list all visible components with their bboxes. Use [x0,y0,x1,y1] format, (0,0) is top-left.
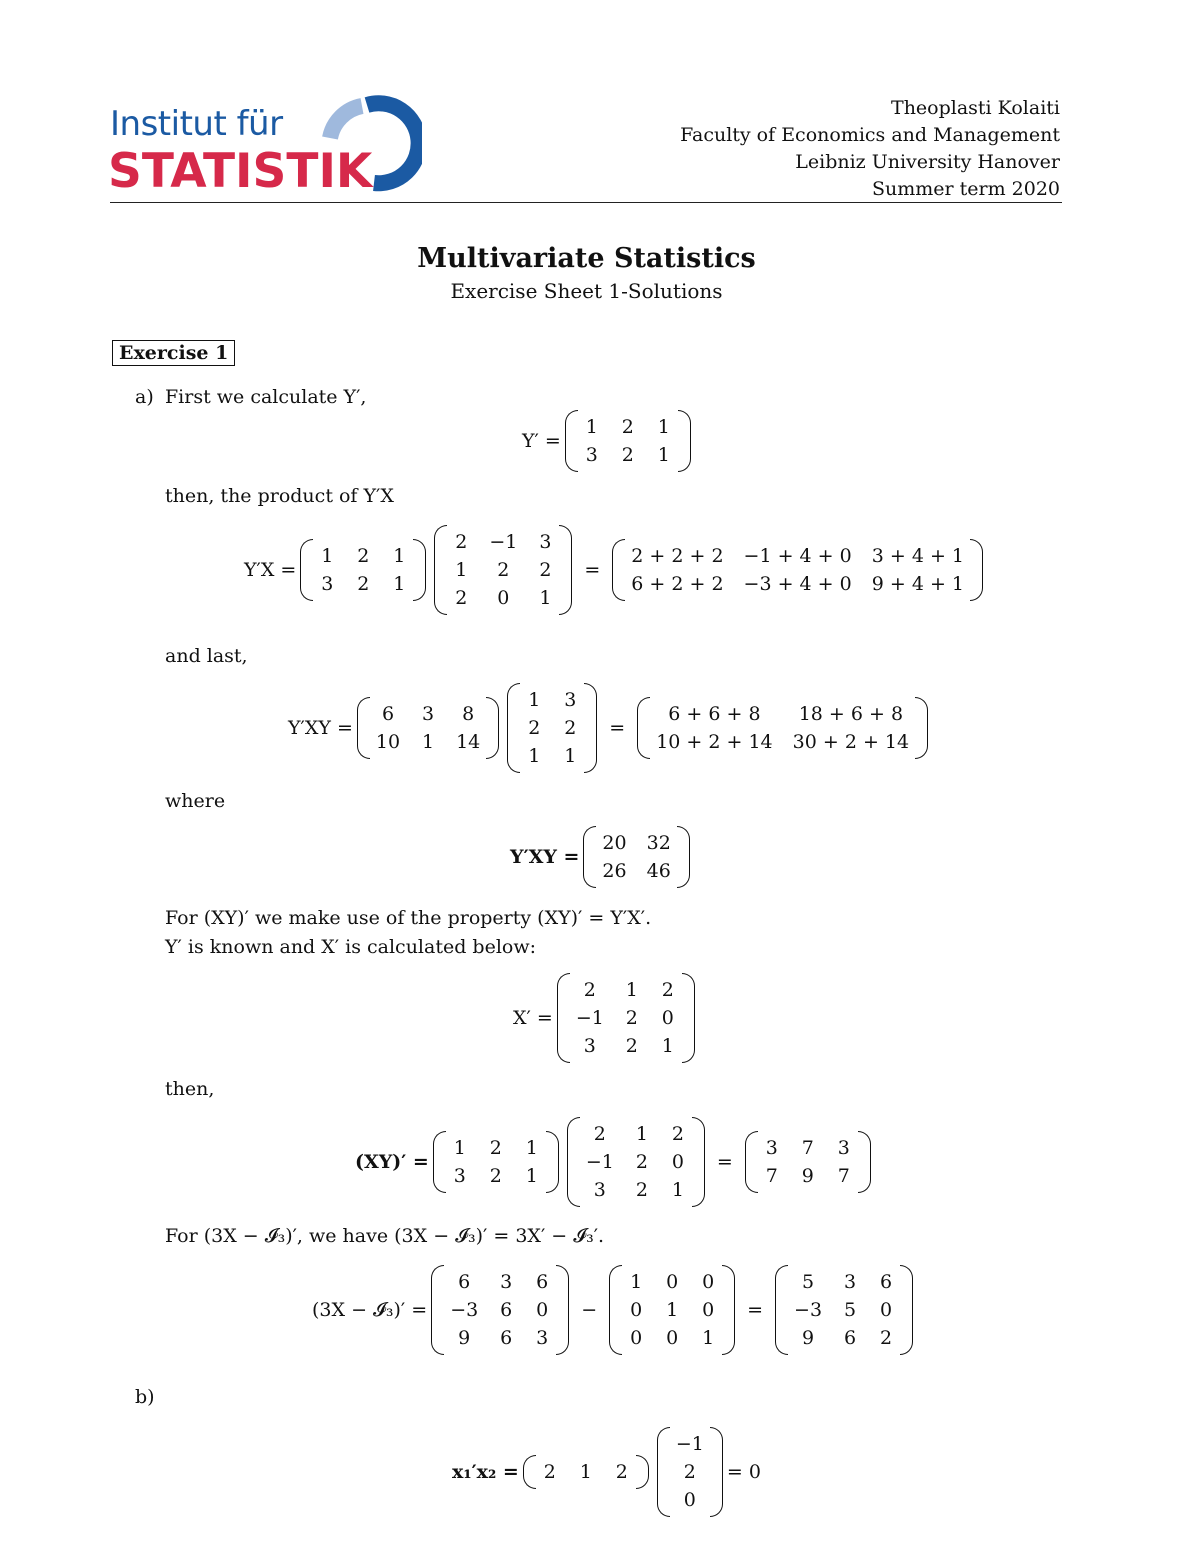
where-text: where [165,790,226,812]
eq-xyprime-lhs: (XY)′ = [355,1150,429,1173]
matrix-entry: 2 [564,716,577,739]
matrix-grid [580,1117,692,1207]
right-paren [556,1265,569,1355]
matrix-xprime-2 [567,1117,705,1207]
matrix-entry: 0 [661,1006,674,1029]
matrix-entry: 2 [635,1178,648,1201]
eq-yxy-lhs: Y′XY = [288,716,353,739]
matrix-entry: 6 [880,1270,893,1293]
matrix-entry: 0 [497,586,510,609]
right-paren [900,1265,913,1355]
matrix-entry: 6 [458,1270,471,1293]
matrix-grid [520,683,584,773]
matrix-entry: 1 [528,688,541,711]
matrix-entry: −1 + 4 + 0 [743,544,852,567]
for-3x-text: For (3X − 𝓘₃)′, we have (3X − 𝓘₃)′ = 3X′ − 𝓘₃′. [165,1225,605,1247]
matrix-identity [609,1265,735,1355]
matrix-entry: 2 [661,978,674,1001]
matrix-entry: 2 [593,1122,606,1145]
right-paren [486,697,499,759]
eq-yx [244,522,987,617]
author-name: Theoplasti Kolaiti [891,97,1060,119]
matrix-entry: 2 [543,1460,556,1483]
matrix-entry: 30 + 2 + 14 [792,730,910,753]
matrix-entry: 2 [528,716,541,739]
matrix-entry: 2 [357,544,370,567]
eq-x1x2-rhs: = 0 [726,1460,761,1483]
matrix-entry: 1 [635,1122,648,1145]
eq-yxy [288,680,932,775]
matrix-entry: 0 [702,1270,715,1293]
matrix-entry: 26 [602,860,627,882]
matrix-grid [578,410,678,472]
matrix-entry: 3 [321,572,334,595]
equals-sign: = [747,1298,764,1321]
left-paren [745,1131,758,1193]
matrix-entry: 46 [646,860,671,882]
document-title: Multivariate Statistics [417,243,756,274]
matrix-entry: 0 [536,1298,549,1321]
eq-threex-lhs: (3X − 𝓘₃)′ = [312,1298,428,1321]
eq-xprime-lhs: X′ = [513,1006,553,1029]
matrix-entry: −3 [450,1298,479,1321]
matrix-entry: 3 [585,444,598,466]
left-paren [523,1455,536,1489]
equals-sign: = [609,716,626,739]
matrix-entry: 1 [525,1136,538,1159]
matrix-entry: 32 [646,832,671,854]
matrix-entry: 10 + 2 + 14 [656,730,773,753]
matrix-entry: 3 [539,530,552,553]
right-paren [584,683,597,773]
matrix-entry: 9 + 4 + 1 [871,572,964,595]
right-paren [682,973,695,1063]
matrix-yprime [565,410,691,472]
matrix-grid [670,1427,710,1517]
eq-yxy-result [510,824,694,890]
matrix-entry: 2 [621,416,634,438]
matrix-entry: −1 [585,1150,614,1173]
matrix-entry: 3 [422,702,435,725]
matrix-grid [446,1131,546,1193]
part-a-intro: First we calculate Y′, [165,386,367,408]
matrix-entry: 3 [844,1270,857,1293]
matrix-entry: 2 [455,530,468,553]
matrix-entry: 9 [458,1326,471,1349]
right-paren [858,1131,871,1193]
right-paren [636,1455,649,1489]
left-paren [637,697,650,759]
left-paren [609,1265,622,1355]
matrix-entry: 0 [683,1488,696,1511]
matrix-grid [622,1265,722,1355]
matrix-entry: 3 [564,688,577,711]
matrix-yprime-3 [433,1131,559,1193]
matrix-entry: 2 [489,1136,502,1159]
matrix-entry: 1 [422,730,435,753]
eq-x1x2 [452,1424,761,1519]
matrix-entry: 1 [455,558,468,581]
matrix-entry: 6 [844,1326,857,1349]
matrix-entry: 9 [802,1326,815,1349]
matrix-grid [650,697,915,759]
matrix-entry: 7 [801,1136,814,1159]
matrix-entry: 1 [585,416,598,438]
then-text: then, [165,1078,215,1100]
eq-yprime-lhs: Y′ = [522,430,561,452]
left-paren [775,1265,788,1355]
right-paren [559,525,572,615]
eq-yxy-result-lhs: Y′XY = [510,846,580,868]
left-paren [431,1265,444,1355]
right-paren [677,826,690,888]
matrix-entry: 5 [844,1298,857,1321]
matrix-grid [370,697,486,759]
left-paren [507,683,520,773]
university-name: Leibniz University Hanover [795,151,1060,173]
matrix-entry: 1 [661,1034,674,1057]
matrix-entry: 0 [880,1298,893,1321]
matrix-entry: 1 [657,416,670,438]
matrix-xyprime-result [745,1131,871,1193]
matrix-entry: 9 [801,1164,814,1187]
matrix-entry: 1 [657,444,670,466]
matrix-entry: 6 [381,702,395,725]
matrix-entry: −1 [675,1432,704,1455]
equals-sign: = [716,1150,733,1173]
matrix-entry: 6 + 6 + 8 [668,702,761,725]
right-paren [546,1131,559,1193]
matrix-entry: 1 [630,1270,643,1293]
eq-x1x2-lhs: x₁′x₂ = [452,1460,519,1483]
left-paren [557,973,570,1063]
matrix-entry: 1 [579,1460,592,1483]
matrix-entry: 3 [837,1136,850,1159]
matrix-grid [313,539,413,601]
eq-xyprime [355,1114,875,1209]
left-paren [433,1131,446,1193]
matrix-entry: 6 + 2 + 2 [631,572,724,595]
matrix-entry: 2 [539,558,552,581]
matrix-entry: 3 [765,1136,778,1159]
matrix-grid [596,826,676,888]
matrix-yxy-result [583,826,689,888]
matrix-entry: 3 [453,1164,466,1187]
matrix-grid [788,1265,900,1355]
matrix-entry: 1 [564,744,577,767]
then-product-text: then, the product of Y′X [165,485,394,507]
header-info [680,95,1060,203]
eq-xprime [513,970,699,1065]
y-known-text: Y′ is known and X′ is calculated below: [165,936,537,958]
matrix-x [434,525,572,615]
matrix-threexprime [431,1265,569,1355]
matrix-entry: 1 [453,1136,466,1159]
matrix-entry: 2 [880,1326,893,1349]
matrix-yxy-sum [637,697,928,759]
matrix-entry: 0 [702,1298,715,1321]
matrix-grid [536,1455,636,1489]
matrix-entry: 6 [536,1270,549,1293]
matrix-entry: 1 [539,586,552,609]
matrix-entry: 5 [802,1270,815,1293]
matrix-grid [758,1131,858,1193]
left-paren [657,1427,670,1517]
for-xy-text: For (XY)′ we make use of the property (XY)′ = Y′X′. [165,907,652,929]
right-paren [710,1427,723,1517]
matrix-entry: 14 [456,730,481,753]
matrix-yx-sum [612,539,983,601]
matrix-entry: 3 [536,1326,549,1349]
matrix-y [507,683,597,773]
matrix-entry: −3 [794,1298,823,1321]
right-paren [722,1265,735,1355]
matrix-entry: 0 [666,1270,679,1293]
matrix-entry: 0 [671,1150,684,1173]
logo-text-statistik: STATISTIK [108,144,373,199]
matrix-entry: 2 [625,1006,638,1029]
matrix-entry: 0 [630,1298,643,1321]
equals-sign: = [584,558,601,581]
matrix-grid [570,973,682,1063]
matrix-yx [357,697,499,759]
matrix-entry: 1 [625,978,638,1001]
right-paren [413,539,426,601]
eq-yprime [522,408,695,474]
matrix-entry: 3 [583,1034,596,1057]
matrix-entry: 2 [671,1122,684,1145]
right-paren [970,539,983,601]
term-label: Summer term 2020 [871,178,1060,200]
matrix-entry: 0 [630,1326,643,1349]
matrix-entry: 6 [500,1298,513,1321]
matrix-yprime-2 [300,539,426,601]
logo-arc-icon [312,90,422,200]
faculty-name: Faculty of Economics and Management [680,124,1060,146]
matrix-entry: 1 [525,1164,538,1187]
matrix-entry: 1 [321,544,334,567]
matrix-xprime [557,973,695,1063]
matrix-entry: 2 + 2 + 2 [631,544,724,567]
exercise-label: Exercise 1 [112,340,235,366]
matrix-entry: 2 [683,1460,696,1483]
left-paren [434,525,447,615]
right-paren [692,1117,705,1207]
document-subtitle: Exercise Sheet 1-Solutions [450,279,723,303]
matrix-entry: 8 [462,702,475,725]
matrix-entry: −3 + 4 + 0 [743,572,852,595]
matrix-entry: 6 [500,1326,513,1349]
matrix-entry: 7 [765,1164,778,1187]
matrix-entry: 1 [393,572,406,595]
right-paren [915,697,928,759]
matrix-entry: 2 [357,572,370,595]
matrix-entry: 10 [375,730,401,753]
matrix-entry: −1 [575,1006,604,1029]
matrix-entry: 1 [393,544,406,567]
matrix-entry: 3 [593,1178,606,1201]
eq-yx-lhs: Y′X = [244,558,297,581]
matrix-entry: 2 [621,444,634,466]
minus-sign: − [581,1298,598,1321]
matrix-x2-col [657,1427,723,1517]
matrix-entry: 2 [489,1164,502,1187]
eq-threex [312,1262,917,1357]
part-b-label: b) [135,1386,155,1408]
matrix-entry: 2 [497,558,510,581]
matrix-entry: 3 [500,1270,513,1293]
matrix-entry: 1 [671,1178,684,1201]
matrix-entry: 1 [666,1298,679,1321]
matrix-entry: 18 + 6 + 8 [798,702,904,725]
matrix-entry: 0 [666,1326,679,1349]
matrix-grid [447,525,559,615]
matrix-x1-row [523,1455,649,1489]
left-paren [565,410,578,472]
part-a-label: a) [135,386,154,408]
left-paren [357,697,370,759]
matrix-entry: 2 [615,1460,628,1483]
matrix-entry: 1 [702,1326,715,1349]
left-paren [567,1117,580,1207]
header-rule [110,202,1062,203]
matrix-entry: 2 [625,1034,638,1057]
matrix-threex-result [775,1265,913,1355]
matrix-entry: 2 [635,1150,648,1173]
matrix-entry: 20 [602,832,627,854]
matrix-entry: −1 [489,530,518,553]
matrix-entry: 3 + 4 + 1 [871,544,964,567]
matrix-entry: 1 [528,744,541,767]
left-paren [583,826,596,888]
left-paren [612,539,625,601]
matrix-entry: 2 [455,586,468,609]
matrix-entry: 7 [837,1164,850,1187]
matrix-grid [444,1265,556,1355]
left-paren [300,539,313,601]
right-paren [678,410,691,472]
logo-text-institut: Institut für [110,104,283,144]
matrix-entry: 2 [583,978,596,1001]
and-last-text: and last, [165,645,248,667]
matrix-grid [625,539,970,601]
